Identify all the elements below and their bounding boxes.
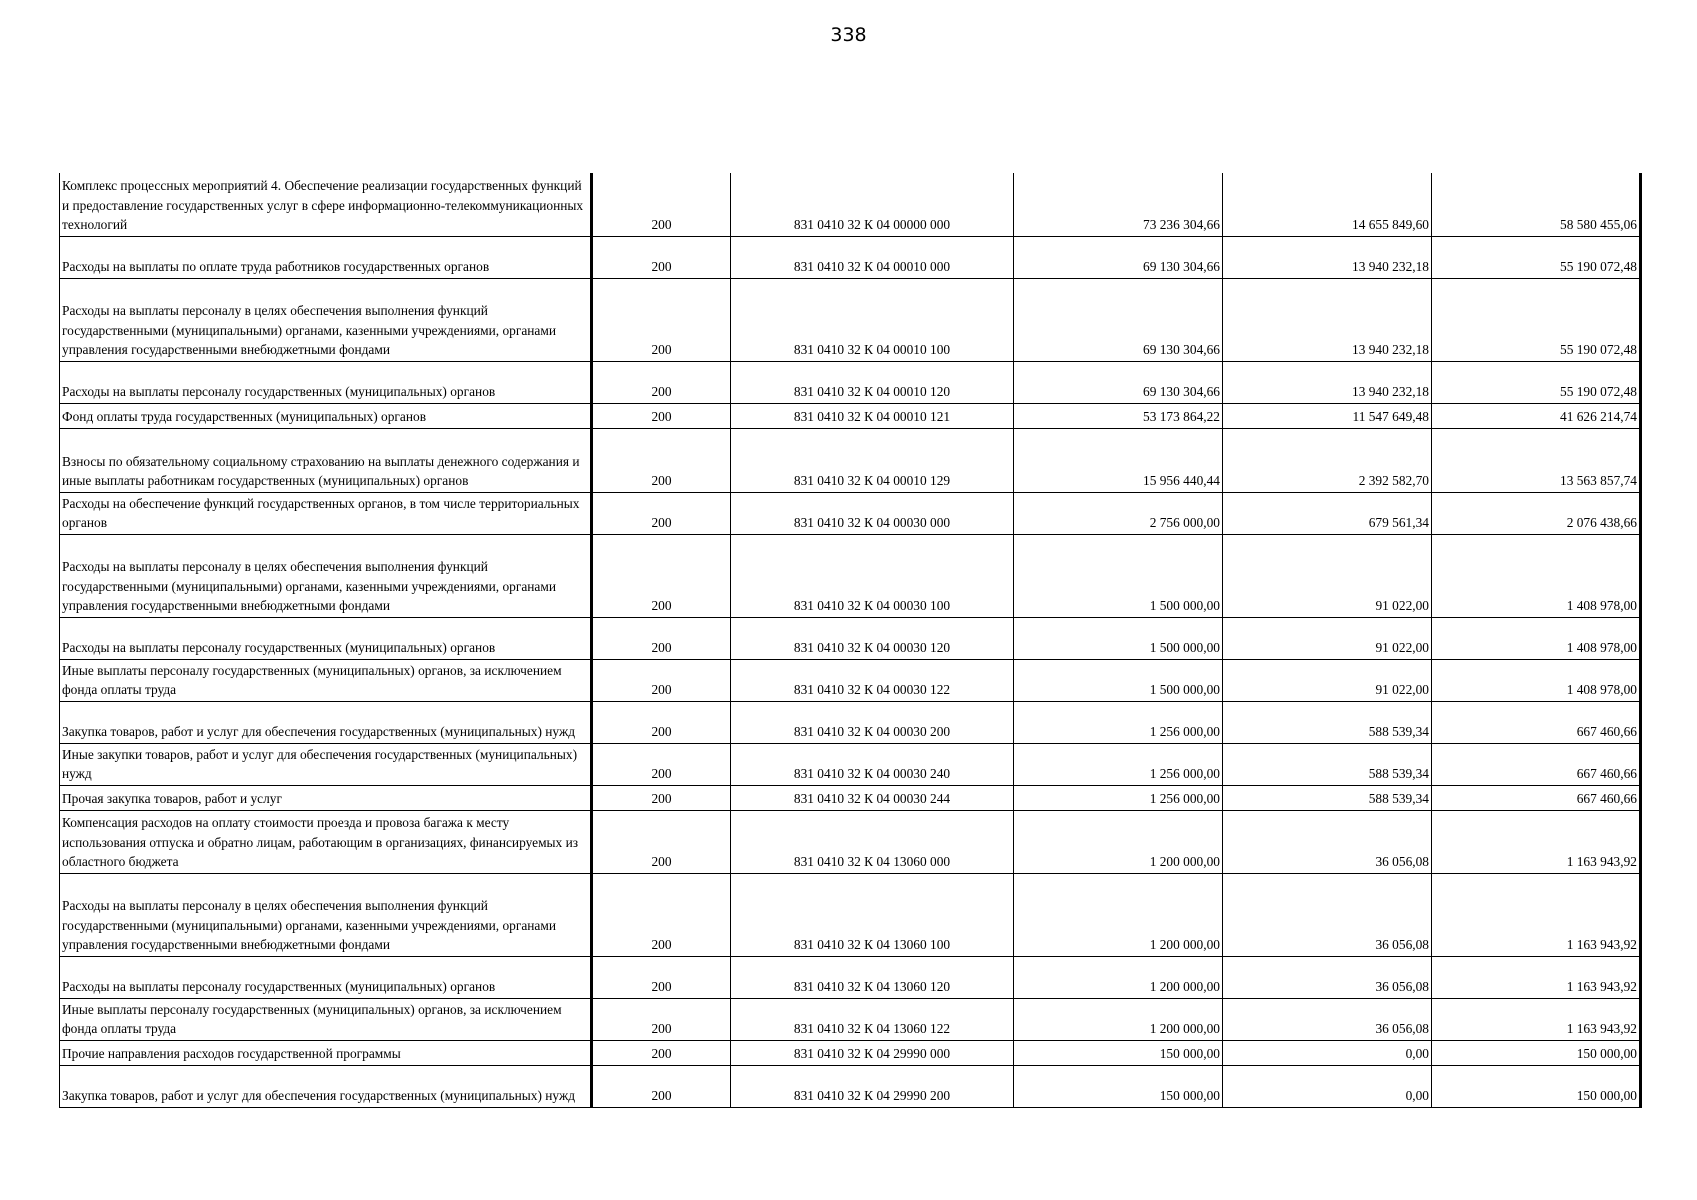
table-row <box>60 956 1641 998</box>
row-budget-code-cell: 831 0410 32 К 04 00000 000 <box>731 173 1014 236</box>
row-executed-amount-cell: 588 539,34 <box>1223 701 1432 743</box>
row-executed-amount-cell: 14 655 849,60 <box>1223 173 1432 236</box>
row-name-cell: Расходы на обеспечение функций государственных органов, в том числе территориальных органов <box>60 492 592 534</box>
row-budget-code-cell: 831 0410 32 К 04 00030 100 <box>731 534 1014 617</box>
row-approved-amount-cell: 73 236 304,66 <box>1014 173 1223 236</box>
row-line-code-cell: 200 <box>592 1040 731 1065</box>
row-executed-amount-cell: 36 056,08 <box>1223 956 1432 998</box>
row-name-cell: Компенсация расходов на оплату стоимости проезда и провоза багажа к месту использования отпуска и обратно лицам, работающим в организациях, финансируемых из областного бюджета <box>60 810 592 873</box>
row-name-cell: Фонд оплаты труда государственных (муниципальных) органов <box>60 403 592 428</box>
row-executed-amount-cell: 36 056,08 <box>1223 810 1432 873</box>
row-line-code-cell: 200 <box>592 743 731 785</box>
row-name-cell: Иные закупки товаров, работ и услуг для обеспечения государственных (муниципальных) нужд <box>60 743 592 785</box>
row-budget-code-cell: 831 0410 32 К 04 13060 120 <box>731 956 1014 998</box>
row-name-cell: Расходы на выплаты персоналу государственных (муниципальных) органов <box>60 956 592 998</box>
row-remaining-amount-cell: 1 163 943,92 <box>1432 810 1641 873</box>
row-line-code-cell: 200 <box>592 236 731 278</box>
row-remaining-amount-cell: 667 460,66 <box>1432 785 1641 810</box>
row-remaining-amount-cell: 55 190 072,48 <box>1432 278 1641 361</box>
row-name-cell: Расходы на выплаты персоналу в целях обеспечения выполнения функций государственными (муниципальными) органами, казенными учреждениями, органами управления государственными внебюджетными фондами <box>60 278 592 361</box>
row-name-cell: Взносы по обязательному социальному страхованию на выплаты денежного содержания и иные выплаты работникам государственных (муниципальных) органов <box>60 428 592 492</box>
row-name-cell: Закупка товаров, работ и услуг для обеспечения государственных (муниципальных) нужд <box>60 1065 592 1107</box>
row-name-cell: Прочая закупка товаров, работ и услуг <box>60 785 592 810</box>
row-budget-code-cell: 831 0410 32 К 04 00030 120 <box>731 617 1014 659</box>
table-row <box>60 278 1641 361</box>
row-remaining-amount-cell: 2 076 438,66 <box>1432 492 1641 534</box>
row-approved-amount-cell: 53 173 864,22 <box>1014 403 1223 428</box>
row-remaining-amount-cell: 667 460,66 <box>1432 743 1641 785</box>
row-approved-amount-cell: 1 200 000,00 <box>1014 873 1223 956</box>
row-approved-amount-cell: 1 200 000,00 <box>1014 998 1223 1040</box>
row-approved-amount-cell: 150 000,00 <box>1014 1065 1223 1107</box>
row-line-code-cell: 200 <box>592 173 731 236</box>
row-budget-code-cell: 831 0410 32 К 04 29990 000 <box>731 1040 1014 1065</box>
row-line-code-cell: 200 <box>592 956 731 998</box>
row-approved-amount-cell: 1 256 000,00 <box>1014 701 1223 743</box>
row-remaining-amount-cell: 1 408 978,00 <box>1432 659 1641 701</box>
row-approved-amount-cell: 69 130 304,66 <box>1014 236 1223 278</box>
page-number: 338 <box>830 24 867 46</box>
row-budget-code-cell: 831 0410 32 К 04 00010 120 <box>731 361 1014 403</box>
row-name-cell: Расходы на выплаты персоналу в целях обеспечения выполнения функций государственными (муниципальными) органами, казенными учреждениями, органами управления государственными внебюджетными фондами <box>60 873 592 956</box>
row-budget-code-cell: 831 0410 32 К 04 13060 122 <box>731 998 1014 1040</box>
table-row <box>60 428 1641 492</box>
table-row <box>60 701 1641 743</box>
row-executed-amount-cell: 0,00 <box>1223 1040 1432 1065</box>
row-executed-amount-cell: 13 940 232,18 <box>1223 361 1432 403</box>
row-remaining-amount-cell: 1 408 978,00 <box>1432 617 1641 659</box>
row-line-code-cell: 200 <box>592 278 731 361</box>
table-row <box>60 361 1641 403</box>
table-row <box>60 785 1641 810</box>
row-line-code-cell: 200 <box>592 403 731 428</box>
table-row <box>60 659 1641 701</box>
row-remaining-amount-cell: 1 163 943,92 <box>1432 998 1641 1040</box>
table-row <box>60 1040 1641 1065</box>
row-executed-amount-cell: 2 392 582,70 <box>1223 428 1432 492</box>
row-approved-amount-cell: 1 200 000,00 <box>1014 956 1223 998</box>
row-budget-code-cell: 831 0410 32 К 04 29990 200 <box>731 1065 1014 1107</box>
table-row <box>60 173 1641 236</box>
row-approved-amount-cell: 69 130 304,66 <box>1014 361 1223 403</box>
row-executed-amount-cell: 679 561,34 <box>1223 492 1432 534</box>
row-line-code-cell: 200 <box>592 361 731 403</box>
table-row <box>60 873 1641 956</box>
budget-table <box>59 173 1642 1108</box>
row-line-code-cell: 200 <box>592 810 731 873</box>
row-executed-amount-cell: 588 539,34 <box>1223 743 1432 785</box>
table-row <box>60 403 1641 428</box>
row-budget-code-cell: 831 0410 32 К 04 00030 122 <box>731 659 1014 701</box>
row-approved-amount-cell: 15 956 440,44 <box>1014 428 1223 492</box>
table-row <box>60 743 1641 785</box>
row-approved-amount-cell: 1 500 000,00 <box>1014 617 1223 659</box>
row-remaining-amount-cell: 150 000,00 <box>1432 1040 1641 1065</box>
row-remaining-amount-cell: 1 163 943,92 <box>1432 873 1641 956</box>
row-line-code-cell: 200 <box>592 659 731 701</box>
row-executed-amount-cell: 36 056,08 <box>1223 873 1432 956</box>
row-line-code-cell: 200 <box>592 428 731 492</box>
row-line-code-cell: 200 <box>592 534 731 617</box>
row-name-cell: Иные выплаты персоналу государственных (муниципальных) органов, за исключением фонда оплаты труда <box>60 659 592 701</box>
row-line-code-cell: 200 <box>592 1065 731 1107</box>
row-approved-amount-cell: 1 500 000,00 <box>1014 659 1223 701</box>
row-executed-amount-cell: 91 022,00 <box>1223 617 1432 659</box>
row-name-cell: Прочие направления расходов государственной программы <box>60 1040 592 1065</box>
row-remaining-amount-cell: 55 190 072,48 <box>1432 236 1641 278</box>
row-budget-code-cell: 831 0410 32 К 04 00010 100 <box>731 278 1014 361</box>
row-budget-code-cell: 831 0410 32 К 04 00010 000 <box>731 236 1014 278</box>
row-budget-code-cell: 831 0410 32 К 04 00030 000 <box>731 492 1014 534</box>
row-line-code-cell: 200 <box>592 492 731 534</box>
row-executed-amount-cell: 91 022,00 <box>1223 534 1432 617</box>
row-name-cell: Расходы на выплаты персоналу государственных (муниципальных) органов <box>60 361 592 403</box>
row-remaining-amount-cell: 667 460,66 <box>1432 701 1641 743</box>
row-name-cell: Расходы на выплаты персоналу государственных (муниципальных) органов <box>60 617 592 659</box>
row-approved-amount-cell: 150 000,00 <box>1014 1040 1223 1065</box>
row-name-cell: Закупка товаров, работ и услуг для обеспечения государственных (муниципальных) нужд <box>60 701 592 743</box>
table-row <box>60 617 1641 659</box>
table-row <box>60 998 1641 1040</box>
row-remaining-amount-cell: 1 408 978,00 <box>1432 534 1641 617</box>
row-executed-amount-cell: 13 940 232,18 <box>1223 236 1432 278</box>
table-row <box>60 236 1641 278</box>
row-remaining-amount-cell: 1 163 943,92 <box>1432 956 1641 998</box>
row-approved-amount-cell: 1 500 000,00 <box>1014 534 1223 617</box>
row-executed-amount-cell: 588 539,34 <box>1223 785 1432 810</box>
row-executed-amount-cell: 36 056,08 <box>1223 998 1432 1040</box>
row-budget-code-cell: 831 0410 32 К 04 00010 121 <box>731 403 1014 428</box>
row-approved-amount-cell: 1 256 000,00 <box>1014 785 1223 810</box>
row-line-code-cell: 200 <box>592 785 731 810</box>
row-approved-amount-cell: 1 256 000,00 <box>1014 743 1223 785</box>
table-row <box>60 534 1641 617</box>
row-remaining-amount-cell: 41 626 214,74 <box>1432 403 1641 428</box>
row-line-code-cell: 200 <box>592 998 731 1040</box>
row-approved-amount-cell: 2 756 000,00 <box>1014 492 1223 534</box>
row-remaining-amount-cell: 13 563 857,74 <box>1432 428 1641 492</box>
budget-table-body <box>60 173 1641 1107</box>
row-budget-code-cell: 831 0410 32 К 04 00030 244 <box>731 785 1014 810</box>
row-budget-code-cell: 831 0410 32 К 04 13060 100 <box>731 873 1014 956</box>
row-remaining-amount-cell: 150 000,00 <box>1432 1065 1641 1107</box>
row-line-code-cell: 200 <box>592 873 731 956</box>
row-remaining-amount-cell: 55 190 072,48 <box>1432 361 1641 403</box>
row-budget-code-cell: 831 0410 32 К 04 00030 200 <box>731 701 1014 743</box>
table-row <box>60 492 1641 534</box>
row-line-code-cell: 200 <box>592 701 731 743</box>
row-executed-amount-cell: 91 022,00 <box>1223 659 1432 701</box>
row-name-cell: Иные выплаты персоналу государственных (муниципальных) органов, за исключением фонда оплаты труда <box>60 998 592 1040</box>
row-name-cell: Расходы на выплаты персоналу в целях обеспечения выполнения функций государственными (муниципальными) органами, казенными учреждениями, органами управления государственными внебюджетными фондами <box>60 534 592 617</box>
row-line-code-cell: 200 <box>592 617 731 659</box>
row-executed-amount-cell: 11 547 649,48 <box>1223 403 1432 428</box>
row-budget-code-cell: 831 0410 32 К 04 00010 129 <box>731 428 1014 492</box>
row-executed-amount-cell: 0,00 <box>1223 1065 1432 1107</box>
row-name-cell: Комплекс процессных мероприятий 4. Обеспечение реализации государственных функций и предоставление государственных услуг в сфере информационно-телекоммуникационных технологий <box>60 173 592 236</box>
row-remaining-amount-cell: 58 580 455,06 <box>1432 173 1641 236</box>
row-approved-amount-cell: 69 130 304,66 <box>1014 278 1223 361</box>
row-budget-code-cell: 831 0410 32 К 04 00030 240 <box>731 743 1014 785</box>
row-approved-amount-cell: 1 200 000,00 <box>1014 810 1223 873</box>
row-budget-code-cell: 831 0410 32 К 04 13060 000 <box>731 810 1014 873</box>
table-row <box>60 1065 1641 1107</box>
table-row <box>60 810 1641 873</box>
row-executed-amount-cell: 13 940 232,18 <box>1223 278 1432 361</box>
row-name-cell: Расходы на выплаты по оплате труда работников государственных органов <box>60 236 592 278</box>
